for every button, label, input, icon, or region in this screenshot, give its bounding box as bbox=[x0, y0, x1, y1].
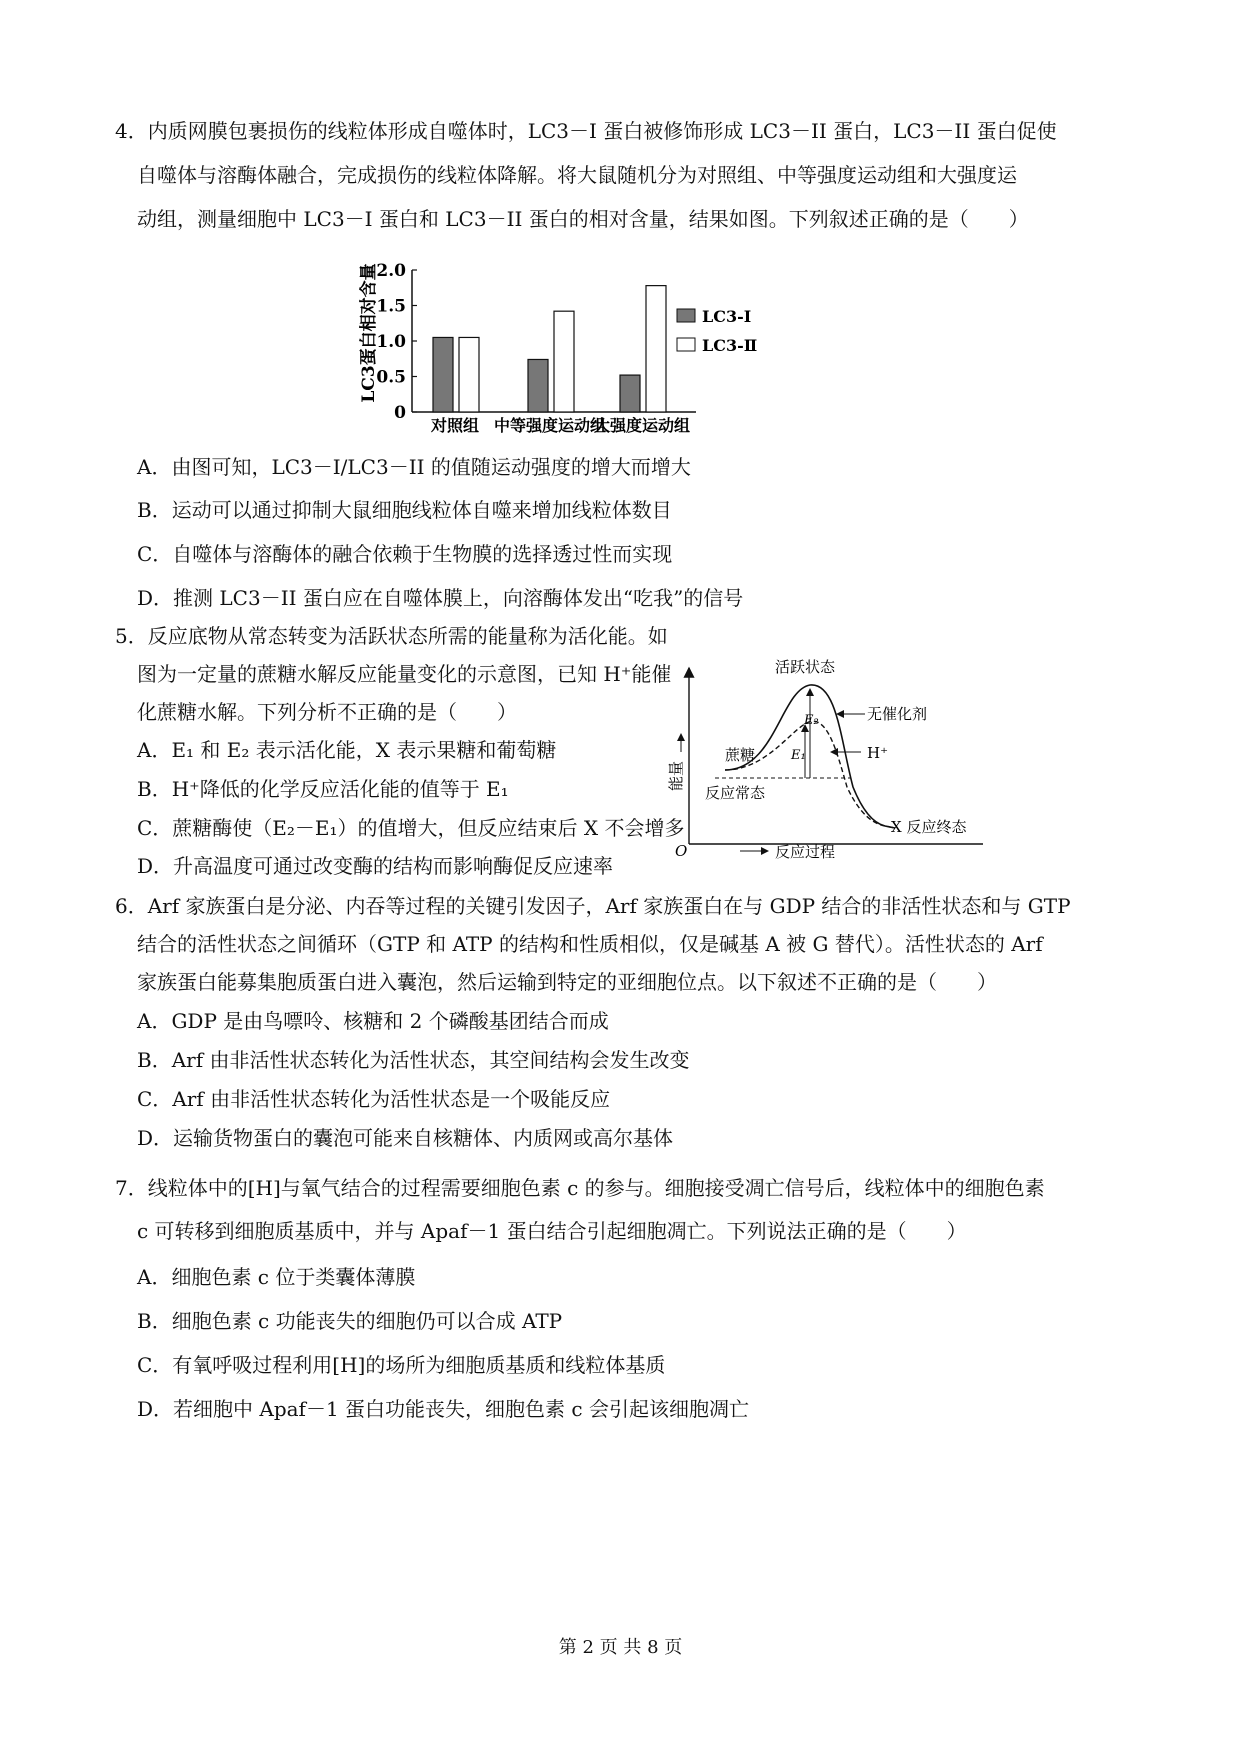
q5-option-b: B．H⁺降低的化学反应活化能的值等于 E₁ bbox=[137, 777, 509, 801]
q7-stem-line-1: 7．线粒体中的[H]与氧气结合的过程需要细胞色素 c 的参与。细胞接受凋亡信号后，线粒体中的细胞色素 bbox=[115, 1176, 1045, 1200]
substrate-label: 蔗糖 bbox=[725, 746, 756, 764]
page-footer: 第 2 页 共 8 页 bbox=[558, 1637, 683, 1658]
q7-option-b: B．细胞色素 c 功能丧失的细胞仍可以合成 ATP bbox=[137, 1309, 563, 1333]
chart-legend bbox=[677, 307, 757, 355]
legend-swatch-lc3-2 bbox=[677, 338, 695, 351]
bar-lc3-1-2 bbox=[620, 375, 640, 412]
q4-option-c: C．自噬体与溶酶体的融合依赖于生物膜的选择透过性而实现 bbox=[137, 542, 673, 566]
q4-option-b: B．运动可以通过抑制大鼠细胞线粒体自噬来增加线粒体数目 bbox=[137, 498, 672, 522]
q4-stem-line-1: 4．内质网膜包裹损伤的线粒体形成自噬体时，LC3－I 蛋白被修饰形成 LC3－II 蛋白，LC3－II 蛋白促使 bbox=[115, 119, 1057, 143]
q5-stem-line-3: 化蔗糖水解。下列分析不正确的是（ ） bbox=[137, 700, 517, 724]
q7-option-c: C．有氧呼吸过程利用[H]的场所为细胞质基质和线粒体基质 bbox=[137, 1353, 666, 1377]
q5-stem-line-1: 5．反应底物从常态转变为活跃状态所需的能量称为活化能。如 bbox=[115, 624, 668, 648]
x-category-label: 中等强度运动组 bbox=[493, 416, 607, 435]
product-label: X 反应终态 bbox=[891, 818, 967, 836]
e1-label: E₁ bbox=[791, 748, 806, 763]
q6-option-d: D．运输货物蛋白的囊泡可能来自核糖体、内质网或高尔基体 bbox=[137, 1126, 674, 1150]
q6-option-b: B．Arf 由非活性状态转化为活性状态，其空间结构会发生改变 bbox=[137, 1048, 690, 1072]
q4-option-a: A．由图可知，LC3－I/LC3－II 的值随运动强度的增大而增大 bbox=[137, 455, 691, 479]
bar-lc3-1-0 bbox=[433, 337, 453, 412]
no-catalyst-label: 无催化剂 bbox=[867, 705, 928, 723]
bar-lc3-2-1 bbox=[554, 311, 574, 412]
q6-stem-line-3: 家族蛋白能募集胞质蛋白进入囊泡，然后运输到特定的亚细胞位点。以下叙述不正确的是（ ） bbox=[137, 970, 997, 994]
y-tick-label: 0 bbox=[394, 403, 406, 423]
y-tick-label: 1.0 bbox=[376, 332, 406, 352]
h-plus-label: H⁺ bbox=[867, 744, 888, 762]
q5-option-c: C．蔗糖酶使（E₂－E₁）的值增大，但反应结束后 X 不会增多 bbox=[137, 816, 685, 840]
process-label: 反应过程 bbox=[775, 843, 836, 861]
lc3-bar-chart bbox=[350, 245, 790, 445]
q5-option-d: D．升高温度可通过改变酶的结构而影响酶促反应速率 bbox=[137, 854, 614, 878]
q4-option-d: D．推测 LC3－II 蛋白应在自噬体膜上，向溶酶体发出“吃我”的信号 bbox=[137, 586, 744, 610]
legend-swatch-lc3-1 bbox=[677, 309, 695, 322]
q7-stem-line-2: c 可转移到细胞质基质中，并与 Apaf－1 蛋白结合引起细胞凋亡。下列说法正确的是（ ） bbox=[137, 1219, 967, 1243]
legend-label-lc3-1: LC3-Ⅰ bbox=[702, 307, 752, 326]
y-tick-label: 0.5 bbox=[376, 367, 406, 388]
energy-diagram bbox=[665, 652, 995, 870]
q6-option-a: A．GDP 是由鸟嘌呤、核糖和 2 个磷酸基团结合而成 bbox=[137, 1009, 609, 1033]
q6-stem-line-1: 6．Arf 家族蛋白是分泌、内吞等过程的关键引发因子，Arf 家族蛋白在与 GDP 结合的非活性状态和与 GTP bbox=[115, 894, 1071, 918]
origin-label: O bbox=[675, 842, 688, 860]
q6-stem-line-2: 结合的活性状态之间循环（GTP 和 ATP 的结构和性质相似，仅是碱基 A 被 G 替代）。活性状态的 Arf bbox=[137, 932, 1043, 956]
initial-state-label: 反应常态 bbox=[705, 784, 766, 802]
chart-ylabel: LC3蛋白相对含量 bbox=[359, 263, 379, 403]
q7-option-a: A．细胞色素 c 位于类囊体薄膜 bbox=[137, 1265, 416, 1289]
e2-label: E₂ bbox=[804, 713, 819, 728]
q7-option-d: D．若细胞中 Apaf－1 蛋白功能丧失，细胞色素 c 会引起该细胞凋亡 bbox=[137, 1397, 749, 1421]
bar-lc3-2-2 bbox=[646, 286, 666, 412]
legend-label-lc3-2: LC3-Ⅱ bbox=[702, 336, 758, 355]
y-tick-label: 1.5 bbox=[376, 296, 406, 317]
peak-label: 活跃状态 bbox=[775, 658, 836, 676]
q4-stem-line-2: 自噬体与溶酶体融合，完成损伤的线粒体降解。将大鼠随机分为对照组、中等强度运动组和大强度运 bbox=[137, 163, 1017, 187]
y-tick-label: 2.0 bbox=[376, 261, 406, 281]
bar-lc3-1-1 bbox=[528, 359, 548, 412]
x-category-label: 对照组 bbox=[430, 416, 480, 435]
q5-stem-line-2: 图为一定量的蔗糖水解反应能量变化的示意图，已知 H⁺能催 bbox=[137, 662, 672, 686]
q4-stem-line-3: 动组，测量细胞中 LC3－I 蛋白和 LC3－II 蛋白的相对含量，结果如图。下列叙述正确的是（ ） bbox=[137, 207, 1029, 231]
q6-option-c: C．Arf 由非活性状态转化为活性状态是一个吸能反应 bbox=[137, 1087, 611, 1111]
q5-option-a: A．E₁ 和 E₂ 表示活化能，X 表示果糖和葡萄糖 bbox=[137, 738, 557, 762]
x-category-label: 大强度运动组 bbox=[593, 416, 691, 435]
bar-lc3-2-0 bbox=[459, 337, 479, 412]
energy-label: 能量 bbox=[667, 760, 685, 792]
